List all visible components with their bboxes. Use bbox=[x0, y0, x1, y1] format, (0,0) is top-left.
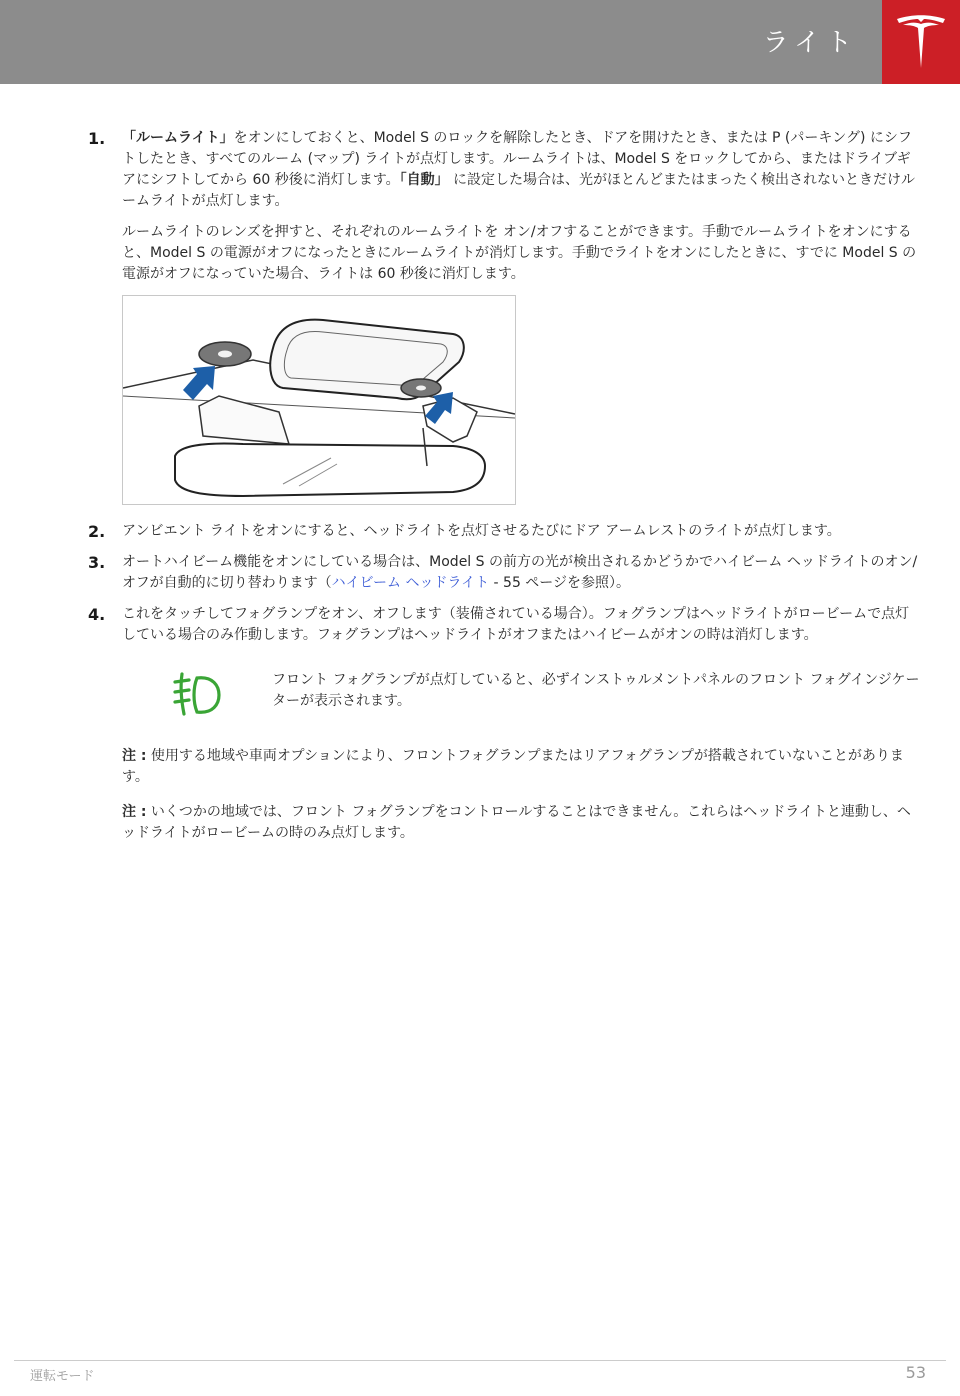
list-item-1 bbox=[88, 128, 920, 505]
item-1-paragraph-2: ルームライトのレンズを押すと、それぞれのルームライトを オン/オフすることができます。手動でルームライトをオンにすると、Model S の電源がオフになったときにルームライトが消灯します。手動でライトをオンにしたときに、すでに Model S の電源がオフになっていた場合、ライトは 60 秒後に消灯します。 bbox=[122, 224, 917, 282]
tesla-logo-icon bbox=[894, 13, 948, 71]
page-number: 53 bbox=[905, 1363, 926, 1382]
room-light-term: 「ルームライト」 bbox=[122, 130, 234, 146]
main-content bbox=[88, 128, 920, 858]
item-number: 2. bbox=[88, 522, 106, 541]
note-text: 使用する地域や車両オプションにより、フロントフォグランプまたはリアフォグランプが搭載されていないことがあります。 bbox=[122, 748, 904, 785]
tesla-logo bbox=[882, 0, 960, 84]
note-2 bbox=[88, 802, 920, 844]
list-item-3 bbox=[88, 552, 920, 594]
item-number: 3. bbox=[88, 553, 106, 572]
note-1 bbox=[88, 746, 920, 788]
room-light-illustration bbox=[122, 295, 516, 505]
item-1-text-b: に設定した場合は、光がほとんどまたはまったく検出されないときだけルームライトが点灯します。 bbox=[122, 172, 916, 209]
auto-term: 「自動」 bbox=[399, 172, 449, 188]
item-2-text: アンビエント ライトをオンにすると、ヘッドライトを点灯させるたびにドア アームレストのライトが点灯します。 bbox=[122, 523, 841, 539]
fog-indicator-row bbox=[122, 670, 920, 718]
item-3-text-b: - 55 ページを参照）。 bbox=[489, 575, 631, 591]
item-3-text-a: オートハイビーム機能をオンにしている場合は、Model S の前方の光が検出されるかどうかでハイビーム ヘッドライトのオン/オフが自動的に切り替わります（ bbox=[122, 554, 918, 591]
item-4-text: これをタッチしてフォグランプをオン、オフします（装備されている場合）。フォグランプはヘッドライトがロービームで点灯している場合のみ作動します。フォグランプはヘッドライトがオフまたはハイビームがオンの時は消灯します。 bbox=[122, 606, 910, 643]
footer-section: 運転モード bbox=[30, 1369, 95, 1384]
list-item-4 bbox=[88, 604, 920, 646]
page-footer bbox=[14, 1360, 946, 1384]
page-title: ライト bbox=[762, 28, 858, 58]
note-text: いくつかの地域では、フロント フォグランプをコントロールすることはできません。これらはヘッドライトと連動し、ヘッドライトがロービームの時のみ点灯します。 bbox=[122, 804, 911, 841]
item-1-text-a: をオンにしておくと、Model S のロックを解除したとき、ドアを開けたとき、または P (パーキング) にシフトしたとき、すべてのルーム (マップ) ライトが点灯します。ルームライトは、Model S をロックしてから、またはドライブギアにシフトしてから 60 秒後に消灯します。 bbox=[122, 130, 912, 188]
high-beam-link[interactable]: ハイビーム ヘッドライト bbox=[331, 575, 490, 591]
note-label: 注 : bbox=[122, 748, 147, 764]
note-label: 注 : bbox=[122, 804, 147, 820]
page-header bbox=[0, 0, 960, 84]
list-item-2 bbox=[88, 521, 920, 542]
item-number: 1. bbox=[88, 129, 106, 148]
item-1-paragraph-1 bbox=[122, 128, 920, 212]
fog-indicator-text: フロント フォグランプが点灯していると、必ずインストゥルメントパネルのフロント フォグインジケーターが表示されます。 bbox=[272, 672, 920, 709]
front-fog-light-icon bbox=[173, 672, 221, 718]
item-number: 4. bbox=[88, 605, 106, 624]
